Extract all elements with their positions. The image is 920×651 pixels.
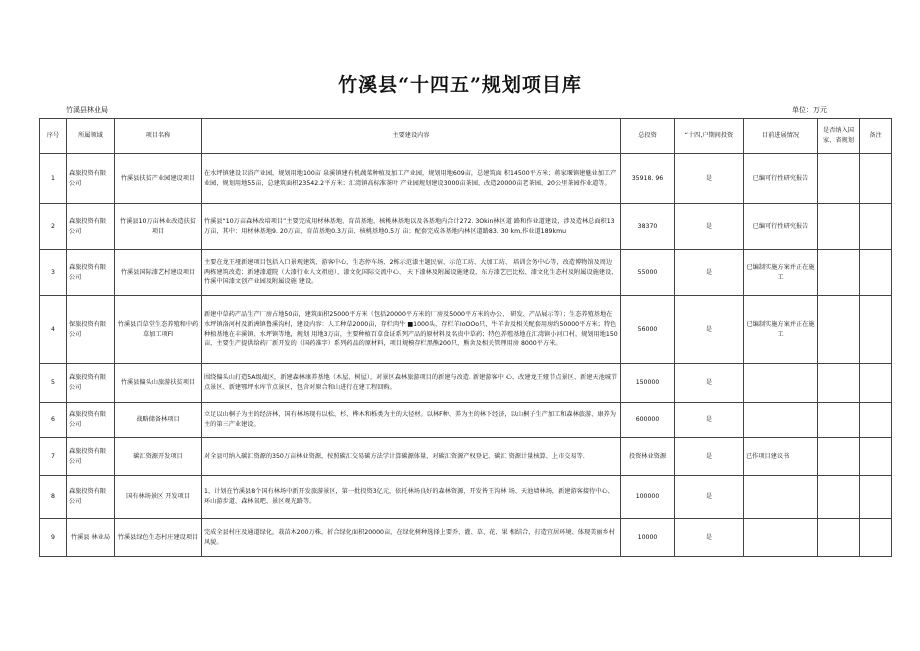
cell-area: 森旅投资有限公司	[67, 204, 115, 250]
cell-total: 投资林业资源	[621, 438, 675, 476]
cell-included	[818, 296, 860, 364]
cell-content: 对全县可纳入碳汇资源的350万亩林业资源，按照碳汇交易碳方法学计算碳源体量，对碳汇资源产权登记、碳汇 资源计量核算、上市交易等.	[202, 438, 621, 476]
cell-progress: 已编可行性研究报告	[744, 154, 818, 204]
cell-included	[818, 250, 860, 296]
cell-no: 9	[40, 519, 67, 557]
cell-included	[818, 204, 860, 250]
header-area: 所属领域	[67, 119, 115, 154]
cell-included	[818, 364, 860, 403]
header-remark: 备注	[860, 119, 892, 154]
table-row	[40, 296, 892, 364]
header-total: 总投资	[621, 119, 675, 154]
cell-area: 森旅投资有限公司	[67, 476, 115, 519]
table-header-row	[40, 119, 892, 154]
cell-period: 是	[675, 204, 744, 250]
project-table	[39, 118, 892, 557]
cell-content: 在水坪镇建设卫浴产业园，规划用地100亩 泉溪镇建有机蔬菜种植及加工产业园，规划用地609亩，总建筑面 积14500平方米；蒋家堰镇建魅业加工产业园，规划用地55亩，总建筑面积23542.2平方米；汇湾镇高标准茶叶 产业园规划建设3000亩茶园、改造20000亩老茶园、20公里茶园作业道等。	[202, 154, 621, 204]
cell-name: 战略储备林项目	[115, 403, 202, 438]
table-row	[40, 438, 892, 476]
cell-remark	[860, 204, 892, 250]
cell-period: 是	[675, 403, 744, 438]
cell-remark	[860, 519, 892, 557]
cell-total: 35918. 96	[621, 154, 675, 204]
cell-name: 竹溪县扶贫产业园建设项目	[115, 154, 202, 204]
cell-content: 1、计划在竹溪县8个国有林场中新开发旅游景区，第一批投资3亿元，依托林场良好的森林资源，开发皆王沟林 场、天池墙林场，新建游客接待中心、环山游步道、森林氧吧、景区观光路等。	[202, 476, 621, 519]
cell-no: 3	[40, 250, 67, 296]
cell-progress: 已编制实施方案并正在施工	[744, 250, 818, 296]
cell-included	[818, 438, 860, 476]
cell-period: 是	[675, 296, 744, 364]
cell-progress: 已编可行性研究报告	[744, 204, 818, 250]
table-row	[40, 250, 892, 296]
cell-total: 150000	[621, 364, 675, 403]
cell-content: 立足以山桐子为主的经济林，国有林场现有以松、杉、桦木和栎类为主的大径材。以林F种、养为主的林下经济，以山桐子生产加工和森林旅游、康养为主的第三产业建设。	[202, 403, 621, 438]
cell-name: 竹溪县10万亩林业改造扶贫项目	[115, 204, 202, 250]
cell-total: 56000	[621, 296, 675, 364]
cell-area: 森旅投资有限公司	[67, 438, 115, 476]
cell-area: 森旅投资有限公司	[67, 250, 115, 296]
cell-progress	[744, 403, 818, 438]
header-included: 是否纳入国家、省规划	[818, 119, 860, 154]
page-title: 竹溪县“十四五”规划项目库	[338, 74, 582, 96]
cell-period: 是	[675, 476, 744, 519]
cell-name: 竹溪县百草堂生态养殖和中药草加工项Fl	[115, 296, 202, 364]
header-content: 主要建设内容	[202, 119, 621, 154]
table-row	[40, 476, 892, 519]
cell-progress	[744, 364, 818, 403]
header-name: 项目名称	[115, 119, 202, 154]
cell-remark	[860, 364, 892, 403]
cell-included	[818, 403, 860, 438]
cell-progress	[744, 519, 818, 557]
cell-included	[818, 519, 860, 557]
cell-area: 森旅投资有限公司	[67, 154, 115, 204]
cell-name: 竹溪县国际漆艺村建设项目	[115, 250, 202, 296]
cell-remark	[860, 403, 892, 438]
cell-period: 是	[675, 364, 744, 403]
cell-no: 5	[40, 364, 67, 403]
cell-remark	[860, 154, 892, 204]
cell-total: 38370	[621, 204, 675, 250]
cell-name: 竹溪县偏头山旅游扶贫项目	[115, 364, 202, 403]
cell-name: 国有林场景区 开发项目	[115, 476, 202, 519]
cell-total: 600000	[621, 403, 675, 438]
cell-no: 8	[40, 476, 67, 519]
cell-remark	[860, 296, 892, 364]
header-period: “十四,户期间投资	[675, 119, 744, 154]
cell-remark	[860, 476, 892, 519]
cell-area: 森旅投资有限公司	[67, 364, 115, 403]
cell-content: 新建中草药产品生产厂房占地50亩，建筑面积25000平方米（包括20000平方米的厂房及5000平方米的办公、 研发、产品展示等）；生态养殖基地在水坪镇洛河村及新洲镇鲁溪沟村，建设内容：人工种草2000亩，存栏肉牛 ■1000头，存栏羊IoOOo只，牛羊舍及相关配套用房约50000平方米；特色种植基地在丰溪镇、水坪镇等地，规划 用地3万亩，主要种植百草食证系列产品的原材料及名贵中草药；特色养殖基地在汇湾镇小河口村，规划用地150 亩，主要生产提供给药厂新开发的（国药准字）系列药品的原材料，项目规模存栏黑熊200只，熊舍及相关管理用房 8000平方米。	[202, 296, 621, 364]
header-no: 序号	[40, 119, 67, 154]
cell-included	[818, 476, 860, 519]
table-row	[40, 154, 892, 204]
table-row	[40, 204, 892, 250]
cell-period: 是	[675, 519, 744, 557]
cell-name: 竹溪县绿色生态村庄建设项目	[115, 519, 202, 557]
cell-name: 碳汇资源开发项目	[115, 438, 202, 476]
cell-area: 保旅投资有限公司	[67, 296, 115, 364]
cell-remark	[860, 438, 892, 476]
organization-label: 竹溪县林业局	[66, 106, 108, 114]
cell-included	[818, 154, 860, 204]
cell-total: 100000	[621, 476, 675, 519]
cell-total: 55000	[621, 250, 675, 296]
header-progress: 目前进展情况	[744, 119, 818, 154]
cell-progress: 已作项目建议书	[744, 438, 818, 476]
cell-content: 围绕偏头山打造5A级战区，新建森林康养基地（木屋、树屋），对景区森林旅游项目的新建与改造. 新建游客中 心、改建龙王娅节点景区、新建天池城节点景区、新建鄂坪水库节点景区，包含对原合和山进行在建工程回购。	[202, 364, 621, 403]
cell-period: 是	[675, 250, 744, 296]
cell-total: 10000	[621, 519, 675, 557]
cell-content: 竹溪县“10万亩森林改培项目”主要完成用材林基地、育苗基地、核桃林基地以及各基地内合计272. 3Okin林区道 路和作业道建设，涉及造林总面积13万亩，其中：用材林基地9. 20万亩、育苗基地0.3万亩、核桃基地0.5万 亩；配套完成各基地内林区道路83. 30 km,作业道189kmu	[202, 204, 621, 250]
unit-label: 单位：万元	[792, 106, 827, 114]
cell-period: 是	[675, 154, 744, 204]
cell-no: 6	[40, 403, 67, 438]
cell-no: 1	[40, 154, 67, 204]
cell-progress: 已编制实施方案并正在施工	[744, 296, 818, 364]
table-row	[40, 364, 892, 403]
cell-no: 7	[40, 438, 67, 476]
cell-remark	[860, 250, 892, 296]
cell-no: 2	[40, 204, 67, 250]
cell-content: 主要在龙王垭新建项目包括入口景观建筑、游客中心、生态停车场、2栋示范漆主题民宿、示范工坊、大加工坊、 培训会务中心等，改造博物馆及周边两栋建筑改造；新建漆道院（大漆行业人文祖庭）、漆文化国际交流中心、 天下漆林及附属设施建设，东方漆艺巴比松、漆文化生态村及附属设施建设，竹溪中国漆文创产业园及附属设施 建设。	[202, 250, 621, 296]
cell-period: 是	[675, 438, 744, 476]
cell-content: 完成全县村庄及通道绿化，栽苗木200万株，折合绿化面积20000亩，在绿化树种选择上要乔、灌、草、花、果 相结合，打造宜居环境、体现美丽乡村风貌。	[202, 519, 621, 557]
cell-no: 4	[40, 296, 67, 364]
table-row	[40, 519, 892, 557]
cell-progress	[744, 476, 818, 519]
cell-area: 竹溪县 林业局	[67, 519, 115, 557]
cell-area: 森旅投资有限公司	[67, 403, 115, 438]
table-row	[40, 403, 892, 438]
